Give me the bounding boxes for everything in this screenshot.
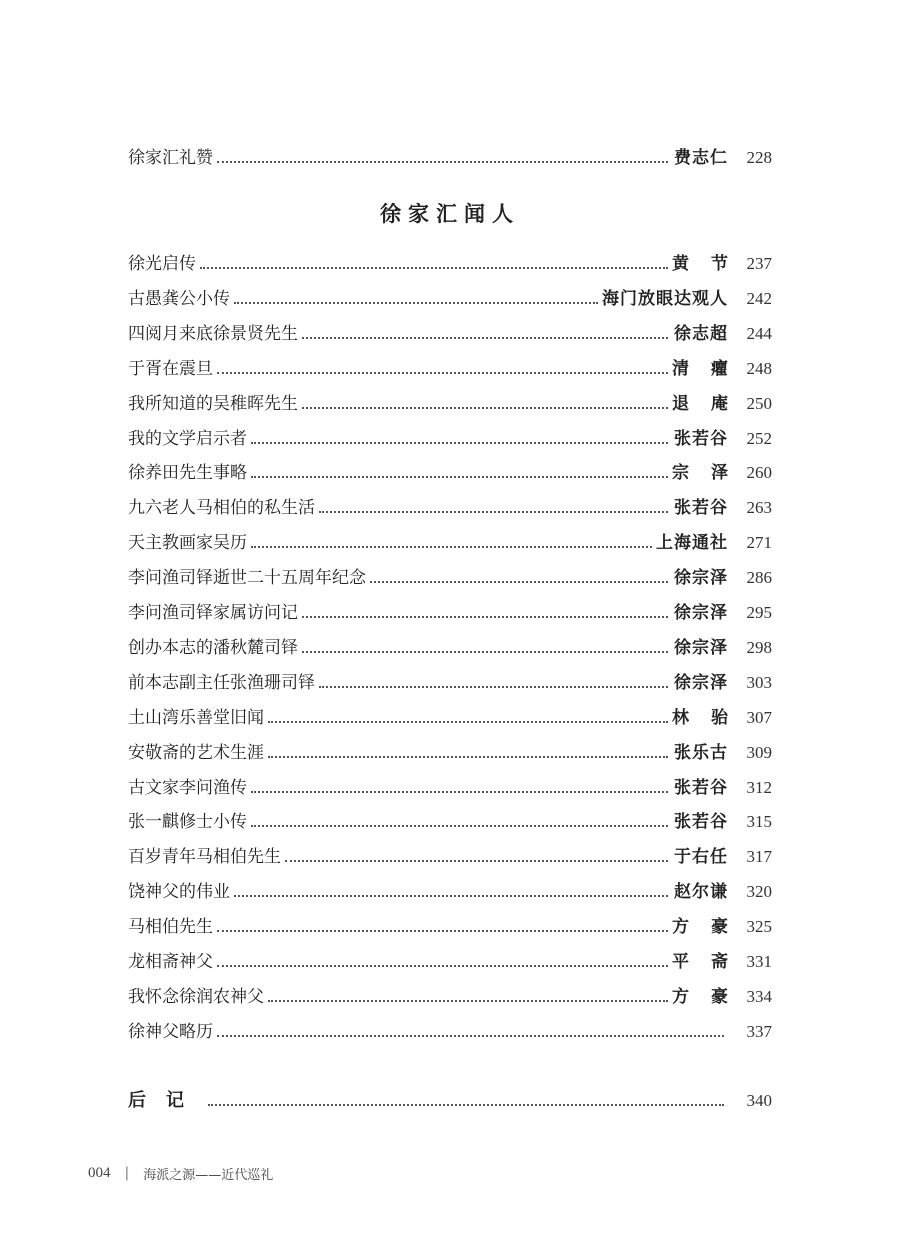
toc-entry-page: 317: [746, 847, 772, 867]
dot-leader: [268, 990, 668, 1002]
running-title: 海派之源——近代巡礼: [143, 1167, 274, 1183]
toc-entry[interactable]: [128, 915, 772, 939]
toc-entry-page: 334: [746, 986, 772, 1006]
toc-entry[interactable]: [128, 671, 772, 695]
toc-entry-top[interactable]: [128, 146, 772, 170]
toc-entry-page: 242: [746, 288, 772, 308]
toc-entry-page: 303: [746, 672, 772, 692]
dot-leader: [319, 501, 668, 513]
toc-entry-page: 263: [746, 498, 772, 518]
toc-entry-page: 248: [746, 358, 772, 378]
toc-entry[interactable]: [128, 810, 772, 834]
dot-leader: [217, 1025, 724, 1037]
toc-entry[interactable]: [128, 845, 772, 869]
toc-entry[interactable]: [128, 461, 772, 485]
toc-entry-title: 我怀念徐润农神父: [128, 986, 264, 1007]
toc-entry-page: 320: [746, 882, 772, 902]
toc-entry-title: 徐神父略历: [128, 1021, 213, 1042]
toc-entry-author: 徐志超: [674, 323, 728, 344]
toc-entry-page: 250: [746, 393, 772, 413]
toc-entry-author: 徐宗泽: [674, 603, 728, 623]
dot-leader: [217, 955, 668, 967]
afterword-title: 后记: [128, 1090, 204, 1111]
dot-leader: [285, 850, 668, 862]
dot-leader: [217, 362, 668, 374]
toc-entry[interactable]: [128, 287, 772, 311]
toc-entry-page: 228: [746, 148, 772, 167]
footer-separator: |: [124, 1165, 130, 1181]
toc-entry-title: 古文家李问渔传: [128, 777, 247, 798]
toc-entry[interactable]: [128, 392, 772, 416]
toc-entry-title: 饶神父的伟业: [128, 882, 230, 903]
dot-leader: [251, 815, 668, 827]
toc-entry-page: 325: [746, 917, 772, 937]
dot-leader: [302, 327, 668, 339]
toc-entry-author: 上海通社: [656, 533, 728, 554]
toc-entry-page: 237: [746, 254, 772, 273]
toc-entry-author: 方豪: [672, 986, 750, 1007]
afterword-page: 340: [746, 1091, 772, 1110]
dot-leader: [208, 1094, 724, 1106]
toc-entry-page: 286: [746, 568, 772, 588]
dot-leader: [268, 746, 668, 758]
toc-entry[interactable]: [128, 1020, 772, 1044]
toc-entry[interactable]: [128, 636, 772, 660]
toc-entry-title: 我所知道的吴稚晖先生: [128, 393, 298, 414]
toc-entry-title: 土山湾乐善堂旧闻: [128, 707, 264, 728]
dot-leader: [251, 432, 668, 444]
toc-entry-author: 于右任: [674, 847, 728, 868]
toc-entry-author: 费志仁: [674, 148, 728, 168]
toc-entry-page: 298: [746, 637, 772, 657]
toc-entry[interactable]: [128, 950, 772, 974]
toc-entry-title: 四阅月来底徐景贤先生: [128, 323, 298, 344]
toc-entry-page: 331: [746, 952, 772, 971]
toc-entry[interactable]: [128, 776, 772, 800]
toc-entry-title: 徐光启传: [128, 254, 196, 274]
toc-entry-author: 平斋: [672, 952, 750, 972]
toc-entry-title: 安敬斋的艺术生涯: [128, 742, 264, 763]
toc-entry-title: 李问渔司铎逝世二十五周年纪念: [128, 568, 366, 589]
toc-entry-author: 张若谷: [674, 777, 728, 798]
toc-entry-author: 林骀: [672, 707, 750, 728]
toc-entry-page: 252: [746, 428, 772, 448]
toc-entry[interactable]: [128, 741, 772, 765]
toc-entry-author: 张若谷: [674, 498, 728, 519]
dot-leader: [200, 257, 668, 269]
toc-entry-author: 退庵: [672, 393, 750, 414]
toc-entry-page: 260: [746, 463, 772, 483]
dot-leader: [251, 781, 668, 793]
toc-entry[interactable]: [128, 601, 772, 625]
toc-entry[interactable]: [128, 427, 772, 451]
dot-leader: [302, 397, 668, 409]
toc-entry-title: 于胥在震旦: [128, 358, 213, 379]
toc-entry-title: 徐家汇礼赞: [128, 148, 213, 168]
toc-entry-title: 古愚龚公小传: [128, 288, 230, 309]
toc-entry-author: 黄节: [672, 254, 750, 274]
toc-entry-title: 前本志副主任张渔珊司铎: [128, 672, 315, 693]
toc-entry-afterword[interactable]: [128, 1089, 772, 1113]
dot-leader: [319, 676, 668, 688]
toc-entry[interactable]: [128, 252, 772, 276]
toc-entry-author: 张若谷: [674, 812, 728, 833]
toc-entry-title: 龙相斋神父: [128, 952, 213, 972]
toc-entry[interactable]: [128, 496, 772, 520]
toc-entry-title: 百岁青年马相伯先生: [128, 847, 281, 868]
toc-entry-title: 创办本志的潘秋麓司铎: [128, 637, 298, 658]
section-heading: 徐家汇闻人: [380, 201, 520, 226]
dot-leader: [268, 711, 668, 723]
toc-entry-title: 天主教画家吴历: [128, 533, 247, 554]
toc-entry-author: 徐宗泽: [674, 637, 728, 658]
dot-leader: [217, 920, 668, 932]
toc-entry-author: 张若谷: [674, 428, 728, 449]
toc-entry-page: 295: [746, 603, 772, 622]
toc-entry-page: 315: [746, 812, 772, 832]
toc-entry[interactable]: [128, 985, 772, 1009]
toc-entry-title: 张一麒修士小传: [128, 812, 247, 833]
dot-leader: [217, 151, 668, 163]
toc-entry[interactable]: [128, 706, 772, 730]
toc-entry-author: 赵尔谦: [674, 882, 728, 903]
toc-entry-page: 312: [746, 777, 772, 797]
dot-leader: [251, 466, 668, 478]
page-number: 004: [88, 1164, 111, 1181]
toc-entry-author: 清癯: [672, 358, 750, 379]
toc-entry[interactable]: [128, 322, 772, 346]
toc-entry-page: 244: [746, 323, 772, 343]
toc-entry-author: 徐宗泽: [674, 672, 728, 693]
toc-entry-author: 宗泽: [672, 463, 750, 484]
toc-entry-title: 徐养田先生事略: [128, 463, 247, 484]
toc-entry-page: 307: [746, 707, 772, 727]
toc-entry-author: 方豪: [672, 917, 750, 938]
toc-entry-author: 海门放眼达观人: [602, 288, 728, 309]
dot-leader: [302, 606, 668, 618]
toc-entry-page: 309: [746, 742, 772, 762]
dot-leader: [251, 536, 652, 548]
dot-leader: [370, 571, 668, 583]
toc-entry-title: 马相伯先生: [128, 917, 213, 938]
page-footer: [88, 1162, 273, 1184]
toc-entry-page: 271: [746, 533, 772, 553]
toc-entry[interactable]: [128, 880, 772, 904]
toc-entry-title: 九六老人马相伯的私生活: [128, 498, 315, 519]
toc-entry-author: 张乐古: [674, 742, 728, 763]
dot-leader: [234, 885, 668, 897]
toc-entry[interactable]: [128, 531, 772, 555]
toc-entry[interactable]: [128, 566, 772, 590]
toc-entry[interactable]: [128, 357, 772, 381]
dot-leader: [302, 641, 668, 653]
toc-entry-author: 徐宗泽: [674, 568, 728, 589]
toc-entry-title: 李问渔司铎家属访问记: [128, 603, 298, 623]
dot-leader: [234, 292, 598, 304]
toc-entry-page: 337: [746, 1021, 772, 1041]
toc-entry-title: 我的文学启示者: [128, 428, 247, 449]
